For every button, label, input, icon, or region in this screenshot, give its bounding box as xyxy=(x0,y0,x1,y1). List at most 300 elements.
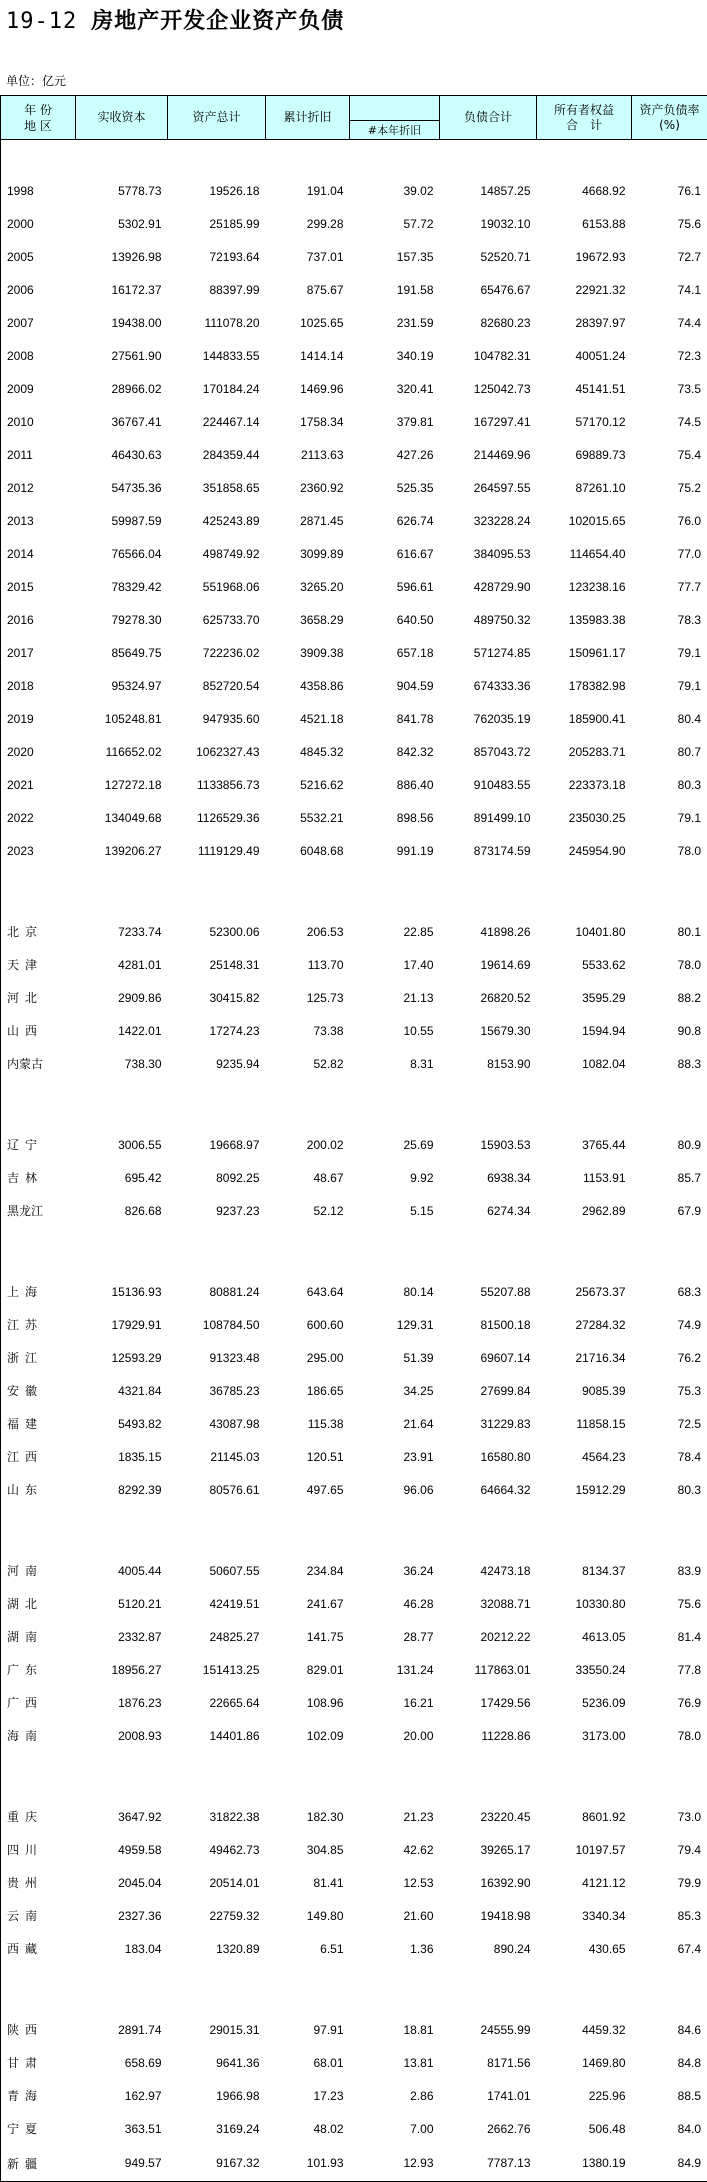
value-cell: 4005.44 xyxy=(76,1554,168,1587)
value-cell: 3647.92 xyxy=(76,1800,168,1833)
value-cell: 42473.18 xyxy=(440,1554,537,1587)
table-row xyxy=(1,603,707,636)
value-cell: 84.8 xyxy=(632,2046,707,2079)
year-label: 2020 xyxy=(1,735,76,768)
value-cell: 852720.54 xyxy=(168,669,266,702)
table-row xyxy=(1,273,707,306)
table-row xyxy=(1,2145,707,2182)
value-cell: 15679.30 xyxy=(440,1014,537,1047)
value-cell: 2327.36 xyxy=(76,1899,168,1932)
table-row xyxy=(1,1686,707,1719)
value-cell: 8153.90 xyxy=(440,1047,537,1080)
value-cell: 4845.32 xyxy=(266,735,350,768)
value-cell: 17429.56 xyxy=(440,1686,537,1719)
value-cell: 762035.19 xyxy=(440,702,537,735)
value-cell: 5302.91 xyxy=(76,207,168,240)
value-cell: 67.4 xyxy=(632,1932,707,1965)
value-cell: 102.09 xyxy=(266,1719,350,1752)
value-cell: 88.5 xyxy=(632,2079,707,2112)
value-cell: 12.93 xyxy=(350,2145,440,2182)
value-cell: 10.55 xyxy=(350,1014,440,1047)
region-name: 重庆 xyxy=(7,1810,43,1824)
region-name: 浙江 xyxy=(7,1351,43,1365)
table-row xyxy=(1,1899,707,1932)
value-cell: 33550.24 xyxy=(537,1653,632,1686)
value-cell: 88.2 xyxy=(632,981,707,1014)
value-cell: 600.60 xyxy=(266,1308,350,1341)
value-cell: 50607.55 xyxy=(168,1554,266,1587)
region-name: 江苏 xyxy=(7,1318,43,1332)
value-cell: 178382.98 xyxy=(537,669,632,702)
value-cell: 72.5 xyxy=(632,1407,707,1440)
value-cell: 77.0 xyxy=(632,537,707,570)
value-cell: 4668.92 xyxy=(537,174,632,207)
value-cell: 21.23 xyxy=(350,1800,440,1833)
header-current-year-depreciation: #本年折旧 xyxy=(350,121,440,140)
value-cell: 3340.34 xyxy=(537,1899,632,1932)
table-row xyxy=(1,1275,707,1308)
region-label xyxy=(1,1899,76,1932)
value-cell: 231.59 xyxy=(350,306,440,339)
value-cell: 75.4 xyxy=(632,438,707,471)
value-cell: 2891.74 xyxy=(76,2013,168,2046)
value-cell: 59987.59 xyxy=(76,504,168,537)
value-cell: 81.41 xyxy=(266,1866,350,1899)
region-label xyxy=(1,1800,76,1833)
value-cell: 81.4 xyxy=(632,1620,707,1653)
value-cell: 185900.41 xyxy=(537,702,632,735)
region-name: 安徽 xyxy=(7,1384,43,1398)
value-cell: 72.3 xyxy=(632,339,707,372)
region-name: 贵州 xyxy=(7,1876,43,1890)
year-label: 2019 xyxy=(1,702,76,735)
value-cell: 170184.24 xyxy=(168,372,266,405)
value-cell: 4121.12 xyxy=(537,1866,632,1899)
value-cell: 8134.37 xyxy=(537,1554,632,1587)
value-cell: 191.58 xyxy=(350,273,440,306)
value-cell: 36767.41 xyxy=(76,405,168,438)
year-label: 2007 xyxy=(1,306,76,339)
value-cell: 8171.56 xyxy=(440,2046,537,2079)
value-cell: 22759.32 xyxy=(168,1899,266,1932)
value-cell: 12.53 xyxy=(350,1866,440,1899)
value-cell: 235030.25 xyxy=(537,801,632,834)
value-cell: 304.85 xyxy=(266,1833,350,1866)
table-row xyxy=(1,2046,707,2079)
value-cell: 949.57 xyxy=(76,2145,168,2182)
value-cell: 200.02 xyxy=(266,1128,350,1161)
value-cell: 24825.27 xyxy=(168,1620,266,1653)
value-cell: 9085.39 xyxy=(537,1374,632,1407)
value-cell: 904.59 xyxy=(350,669,440,702)
value-cell: 72193.64 xyxy=(168,240,266,273)
region-name: 山东 xyxy=(7,1483,43,1497)
value-cell: 43087.98 xyxy=(168,1407,266,1440)
table-row xyxy=(1,834,707,867)
value-cell: 1153.91 xyxy=(537,1161,632,1194)
value-cell: 4321.84 xyxy=(76,1374,168,1407)
header-total-liabilities: 负债合计 xyxy=(440,96,537,140)
region-label xyxy=(1,1194,76,1227)
value-cell: 76.9 xyxy=(632,1686,707,1719)
value-cell: 430.65 xyxy=(537,1932,632,1965)
value-cell: 80.4 xyxy=(632,702,707,735)
value-cell: 1025.65 xyxy=(266,306,350,339)
value-cell: 55207.88 xyxy=(440,1275,537,1308)
value-cell: 4281.01 xyxy=(76,948,168,981)
region-name: 湖北 xyxy=(7,1597,43,1611)
value-cell: 23220.45 xyxy=(440,1800,537,1833)
value-cell: 141.75 xyxy=(266,1620,350,1653)
value-cell: 1966.98 xyxy=(168,2079,266,2112)
header-debt-ratio-line1: 资产负债率 xyxy=(632,103,707,118)
value-cell: 295.00 xyxy=(266,1341,350,1374)
value-cell: 80.1 xyxy=(632,915,707,948)
value-cell: 123238.16 xyxy=(537,570,632,603)
value-cell: 134049.68 xyxy=(76,801,168,834)
value-cell: 3169.24 xyxy=(168,2112,266,2145)
region-name: 吉林 xyxy=(7,1171,43,1185)
year-label: 2010 xyxy=(1,405,76,438)
year-label: 2021 xyxy=(1,768,76,801)
header-owners-equity-line1: 所有者权益 xyxy=(537,103,631,118)
region-name: 陕西 xyxy=(7,2023,43,2037)
value-cell: 79.9 xyxy=(632,1866,707,1899)
header-region-label: 地 区 xyxy=(1,118,75,134)
value-cell: 3006.55 xyxy=(76,1128,168,1161)
value-cell: 8601.92 xyxy=(537,1800,632,1833)
year-label: 2015 xyxy=(1,570,76,603)
value-cell: 3765.44 xyxy=(537,1128,632,1161)
year-label: 2009 xyxy=(1,372,76,405)
region-name: 西藏 xyxy=(7,1942,43,1956)
value-cell: 76.1 xyxy=(632,174,707,207)
table-row xyxy=(1,702,707,735)
region-label xyxy=(1,1686,76,1719)
value-cell: 20.00 xyxy=(350,1719,440,1752)
value-cell: 1082.04 xyxy=(537,1047,632,1080)
region-label xyxy=(1,1719,76,1752)
value-cell: 36785.23 xyxy=(168,1374,266,1407)
table-row xyxy=(1,1407,707,1440)
value-cell: 113.70 xyxy=(266,948,350,981)
value-cell: 84.9 xyxy=(632,2145,707,2182)
value-cell: 21.60 xyxy=(350,1899,440,1932)
region-label xyxy=(1,1554,76,1587)
value-cell: 2360.92 xyxy=(266,471,350,504)
value-cell: 108784.50 xyxy=(168,1308,266,1341)
value-cell: 69607.14 xyxy=(440,1341,537,1374)
value-cell: 167297.41 xyxy=(440,405,537,438)
year-label: 2000 xyxy=(1,207,76,240)
header-owners-equity xyxy=(537,96,632,140)
table-row xyxy=(1,768,707,801)
value-cell: 84.0 xyxy=(632,2112,707,2145)
year-label: 2006 xyxy=(1,273,76,306)
value-cell: 1594.94 xyxy=(537,1014,632,1047)
value-cell: 46430.63 xyxy=(76,438,168,471)
table-body xyxy=(1,140,707,2182)
value-cell: 4613.05 xyxy=(537,1620,632,1653)
value-cell: 264597.55 xyxy=(440,471,537,504)
value-cell: 498749.92 xyxy=(168,537,266,570)
value-cell: 21.13 xyxy=(350,981,440,1014)
table-row xyxy=(1,306,707,339)
region-name: 广西 xyxy=(7,1696,43,1710)
header-total-assets: 资产总计 xyxy=(168,96,266,140)
value-cell: 183.04 xyxy=(76,1932,168,1965)
value-cell: 80.3 xyxy=(632,768,707,801)
value-cell: 5533.62 xyxy=(537,948,632,981)
value-cell: 67.9 xyxy=(632,1194,707,1227)
spacer-row xyxy=(1,1104,707,1128)
table-row xyxy=(1,1014,707,1047)
year-label: 2008 xyxy=(1,339,76,372)
value-cell: 829.01 xyxy=(266,1653,350,1686)
value-cell: 722236.02 xyxy=(168,636,266,669)
value-cell: 351858.65 xyxy=(168,471,266,504)
value-cell: 157.35 xyxy=(350,240,440,273)
value-cell: 6938.34 xyxy=(440,1161,537,1194)
value-cell: 9167.32 xyxy=(168,2145,266,2182)
value-cell: 842.32 xyxy=(350,735,440,768)
value-cell: 497.65 xyxy=(266,1473,350,1506)
value-cell: 7233.74 xyxy=(76,915,168,948)
region-name: 天津 xyxy=(7,958,43,972)
value-cell: 6153.88 xyxy=(537,207,632,240)
value-cell: 16580.80 xyxy=(440,1440,537,1473)
value-cell: 625733.70 xyxy=(168,603,266,636)
value-cell: 17929.91 xyxy=(76,1308,168,1341)
value-cell: 1835.15 xyxy=(76,1440,168,1473)
value-cell: 10401.80 xyxy=(537,915,632,948)
region-label xyxy=(1,1374,76,1407)
value-cell: 19418.98 xyxy=(440,1899,537,1932)
value-cell: 34.25 xyxy=(350,1374,440,1407)
spacer-row xyxy=(1,140,707,175)
value-cell: 52.82 xyxy=(266,1047,350,1080)
table-row xyxy=(1,915,707,948)
value-cell: 2045.04 xyxy=(76,1866,168,1899)
value-cell: 81500.18 xyxy=(440,1308,537,1341)
table-row xyxy=(1,1932,707,1965)
value-cell: 74.4 xyxy=(632,306,707,339)
value-cell: 1414.14 xyxy=(266,339,350,372)
spacer-row xyxy=(1,1752,707,1776)
value-cell: 73.38 xyxy=(266,1014,350,1047)
value-cell: 384095.53 xyxy=(440,537,537,570)
value-cell: 79.4 xyxy=(632,1833,707,1866)
region-name: 四川 xyxy=(7,1843,43,1857)
value-cell: 5778.73 xyxy=(76,174,168,207)
region-label xyxy=(1,1407,76,1440)
value-cell: 2008.93 xyxy=(76,1719,168,1752)
table-row xyxy=(1,636,707,669)
value-cell: 13.81 xyxy=(350,2046,440,2079)
year-label: 2023 xyxy=(1,834,76,867)
value-cell: 80.3 xyxy=(632,1473,707,1506)
table-row xyxy=(1,981,707,1014)
value-cell: 105248.81 xyxy=(76,702,168,735)
value-cell: 1126529.36 xyxy=(168,801,266,834)
value-cell: 78.0 xyxy=(632,1719,707,1752)
value-cell: 27699.84 xyxy=(440,1374,537,1407)
value-cell: 8092.25 xyxy=(168,1161,266,1194)
table-row xyxy=(1,504,707,537)
value-cell: 80.7 xyxy=(632,735,707,768)
region-label xyxy=(1,1473,76,1506)
value-cell: 19668.97 xyxy=(168,1128,266,1161)
value-cell: 991.19 xyxy=(350,834,440,867)
spacer-row xyxy=(1,891,707,915)
region-label xyxy=(1,2013,76,2046)
value-cell: 1876.23 xyxy=(76,1686,168,1719)
region-name: 广东 xyxy=(7,1663,43,1677)
table-row xyxy=(1,405,707,438)
value-cell: 85.3 xyxy=(632,1899,707,1932)
value-cell: 51.39 xyxy=(350,1341,440,1374)
value-cell: 205283.71 xyxy=(537,735,632,768)
value-cell: 657.18 xyxy=(350,636,440,669)
value-cell: 74.9 xyxy=(632,1308,707,1341)
region-name: 河南 xyxy=(7,1564,43,1578)
table-row xyxy=(1,1473,707,1506)
value-cell: 379.81 xyxy=(350,405,440,438)
value-cell: 890.24 xyxy=(440,1932,537,1965)
value-cell: 323228.24 xyxy=(440,504,537,537)
value-cell: 64664.32 xyxy=(440,1473,537,1506)
value-cell: 224467.14 xyxy=(168,405,266,438)
value-cell: 17.40 xyxy=(350,948,440,981)
region-name: 宁夏 xyxy=(7,2122,43,2136)
value-cell: 46.28 xyxy=(350,1587,440,1620)
value-cell: 149.80 xyxy=(266,1899,350,1932)
table-row xyxy=(1,372,707,405)
value-cell: 5532.21 xyxy=(266,801,350,834)
value-cell: 425243.89 xyxy=(168,504,266,537)
value-cell: 108.96 xyxy=(266,1686,350,1719)
value-cell: 82680.23 xyxy=(440,306,537,339)
value-cell: 14401.86 xyxy=(168,1719,266,1752)
value-cell: 5236.09 xyxy=(537,1686,632,1719)
value-cell: 4521.18 xyxy=(266,702,350,735)
value-cell: 25148.31 xyxy=(168,948,266,981)
value-cell: 18956.27 xyxy=(76,1653,168,1686)
value-cell: 234.84 xyxy=(266,1554,350,1587)
value-cell: 129.31 xyxy=(350,1308,440,1341)
table-row xyxy=(1,438,707,471)
value-cell: 21145.03 xyxy=(168,1440,266,1473)
value-cell: 428729.90 xyxy=(440,570,537,603)
value-cell: 102015.65 xyxy=(537,504,632,537)
value-cell: 28397.97 xyxy=(537,306,632,339)
value-cell: 73.5 xyxy=(632,372,707,405)
value-cell: 1422.01 xyxy=(76,1014,168,1047)
spacer-row xyxy=(1,1227,707,1251)
value-cell: 24555.99 xyxy=(440,2013,537,2046)
value-cell: 52300.06 xyxy=(168,915,266,948)
year-label: 2018 xyxy=(1,669,76,702)
value-cell: 6048.68 xyxy=(266,834,350,867)
value-cell: 22.85 xyxy=(350,915,440,948)
year-label: 2012 xyxy=(1,471,76,504)
value-cell: 15136.93 xyxy=(76,1275,168,1308)
header-year-region xyxy=(1,96,76,140)
value-cell: 1.36 xyxy=(350,1932,440,1965)
table-row xyxy=(1,1047,707,1080)
table-row xyxy=(1,537,707,570)
value-cell: 79278.30 xyxy=(76,603,168,636)
value-cell: 32088.71 xyxy=(440,1587,537,1620)
value-cell: 77.8 xyxy=(632,1653,707,1686)
region-name: 云南 xyxy=(7,1909,43,1923)
table-title: 房地产开发企业资产负债 xyxy=(91,9,344,34)
region-label xyxy=(1,2112,76,2145)
value-cell: 15912.29 xyxy=(537,1473,632,1506)
value-cell: 125042.73 xyxy=(440,372,537,405)
value-cell: 78.0 xyxy=(632,948,707,981)
value-cell: 947935.60 xyxy=(168,702,266,735)
value-cell: 80881.24 xyxy=(168,1275,266,1308)
value-cell: 2.86 xyxy=(350,2079,440,2112)
value-cell: 11228.86 xyxy=(440,1719,537,1752)
table-row xyxy=(1,1719,707,1752)
value-cell: 25.69 xyxy=(350,1128,440,1161)
region-name: 甘肃 xyxy=(7,2056,43,2070)
value-cell: 23.91 xyxy=(350,1440,440,1473)
value-cell: 22665.64 xyxy=(168,1686,266,1719)
value-cell: 245954.90 xyxy=(537,834,632,867)
value-cell: 57170.12 xyxy=(537,405,632,438)
value-cell: 4564.23 xyxy=(537,1440,632,1473)
value-cell: 2909.86 xyxy=(76,981,168,1014)
value-cell: 28966.02 xyxy=(76,372,168,405)
value-cell: 88397.99 xyxy=(168,273,266,306)
value-cell: 7.00 xyxy=(350,2112,440,2145)
value-cell: 737.01 xyxy=(266,240,350,273)
region-name: 海南 xyxy=(7,1729,43,1743)
value-cell: 16172.37 xyxy=(76,273,168,306)
value-cell: 11858.15 xyxy=(537,1407,632,1440)
value-cell: 225.96 xyxy=(537,2079,632,2112)
value-cell: 12593.29 xyxy=(76,1341,168,1374)
region-label xyxy=(1,1308,76,1341)
header-depreciation-blank xyxy=(350,96,440,121)
spacer-row xyxy=(1,1080,707,1104)
value-cell: 241.67 xyxy=(266,1587,350,1620)
table-row xyxy=(1,1440,707,1473)
value-cell: 85649.75 xyxy=(76,636,168,669)
value-cell: 182.30 xyxy=(266,1800,350,1833)
value-cell: 571274.85 xyxy=(440,636,537,669)
value-cell: 20212.22 xyxy=(440,1620,537,1653)
value-cell: 120.51 xyxy=(266,1440,350,1473)
table-row xyxy=(1,948,707,981)
value-cell: 873174.59 xyxy=(440,834,537,867)
table-row xyxy=(1,735,707,768)
value-cell: 3173.00 xyxy=(537,1719,632,1752)
value-cell: 76.2 xyxy=(632,1341,707,1374)
year-label: 2014 xyxy=(1,537,76,570)
value-cell: 1469.96 xyxy=(266,372,350,405)
table-row xyxy=(1,1800,707,1833)
value-cell: 42419.51 xyxy=(168,1587,266,1620)
table-row xyxy=(1,207,707,240)
region-name: 辽宁 xyxy=(7,1138,43,1152)
table-container xyxy=(0,95,707,2182)
value-cell: 65476.67 xyxy=(440,273,537,306)
value-cell: 551968.06 xyxy=(168,570,266,603)
